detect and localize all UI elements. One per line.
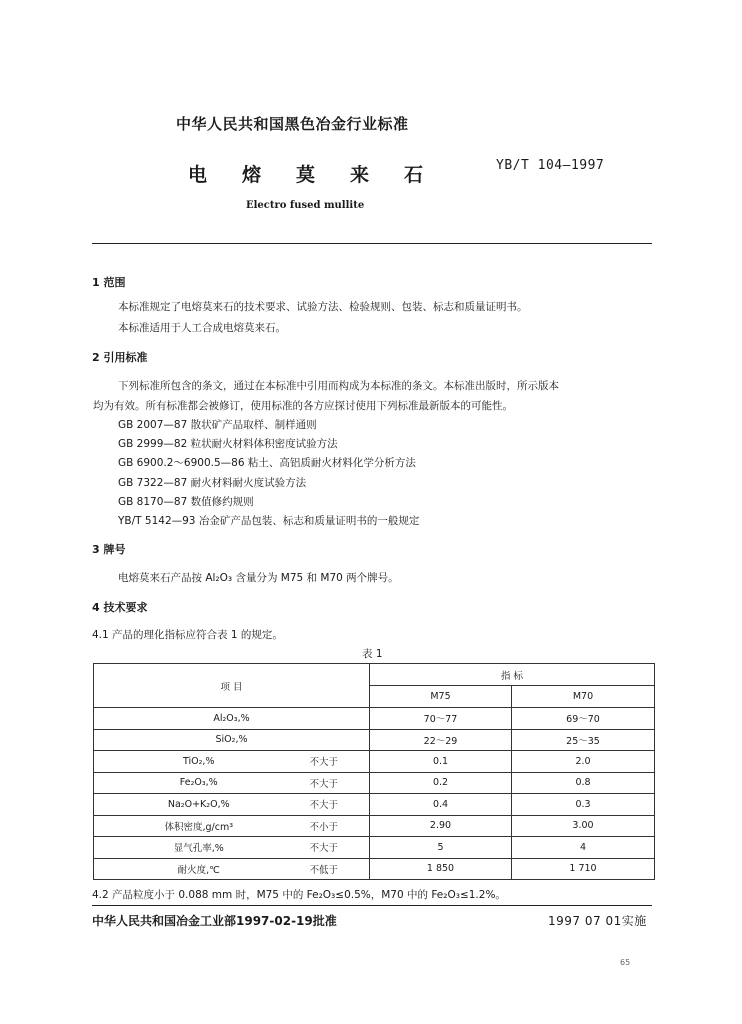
section-2-paragraph-1: 下列标准所包含的条文，通过在本标准中引用而构成为本标准的条文。本标准出版时，所示版本 — [118, 380, 559, 392]
table-row — [94, 708, 655, 730]
row-item: Fe₂O₃,% — [94, 772, 304, 794]
row-item: 体积密度,g/cm³ — [94, 815, 304, 837]
row-item: SiO₂,% — [94, 729, 370, 751]
table-header-row — [94, 664, 655, 686]
table-row — [94, 794, 655, 816]
table-row — [94, 729, 655, 751]
section-1-paragraph-1: 本标准规定了电熔莫来石的技术要求、试验方法、检验规则、包装、标志和质量证明书。 — [118, 301, 528, 313]
row-value-m70: 0.3 — [512, 794, 655, 816]
effective-date: 1997 07 01实施 — [548, 914, 647, 928]
row-condition: 不小于 — [304, 815, 370, 837]
section-1-paragraph-2: 本标准适用于人工合成电熔莫来石。 — [118, 322, 286, 334]
footer-rule — [92, 905, 652, 906]
table-row — [94, 772, 655, 794]
table-row — [94, 751, 655, 773]
row-item: 显气孔率,% — [94, 837, 304, 859]
row-value-m75: 0.2 — [370, 772, 512, 794]
row-value-m70: 0.8 — [512, 772, 655, 794]
reference-item: GB 7322—87 耐火材料耐火度试验方法 — [118, 477, 307, 489]
header-index: 指 标 — [370, 664, 655, 686]
reference-item: GB 2007—87 散状矿产品取样、制样通则 — [118, 419, 317, 431]
properties-table — [93, 663, 655, 880]
row-condition: 不大于 — [304, 794, 370, 816]
row-condition: 不大于 — [304, 772, 370, 794]
row-value-m70: 4 — [512, 837, 655, 859]
document-title: 电熔莫来石 — [188, 164, 459, 186]
section-3-heading: 3 牌号 — [92, 543, 126, 556]
header-grade-m75: M75 — [370, 686, 512, 708]
row-value-m75: 1 850 — [370, 858, 512, 880]
header-item: 项 目 — [94, 664, 370, 708]
row-value-m70: 2.0 — [512, 751, 655, 773]
table-row — [94, 837, 655, 859]
reference-item: GB 2999—82 粒状耐火材料体积密度试验方法 — [118, 438, 338, 450]
row-value-m75: 2.90 — [370, 815, 512, 837]
row-value-m75: 70～77 — [370, 708, 512, 730]
row-item: 耐火度,℃ — [94, 858, 304, 880]
reference-item: GB 8170—87 数值修约规则 — [118, 496, 254, 508]
section-2-heading: 2 引用标准 — [92, 351, 148, 364]
row-value-m75: 0.4 — [370, 794, 512, 816]
section-3-paragraph: 电熔莫来石产品按 Al₂O₃ 含量分为 M75 和 M70 两个牌号。 — [118, 572, 399, 584]
row-value-m75: 5 — [370, 837, 512, 859]
row-value-m75: 0.1 — [370, 751, 512, 773]
row-condition: 不低于 — [304, 858, 370, 880]
row-value-m70: 25～35 — [512, 729, 655, 751]
table-row — [94, 858, 655, 880]
row-value-m75: 22～29 — [370, 729, 512, 751]
row-value-m70: 69～70 — [512, 708, 655, 730]
clause-4-1: 4.1 产品的理化指标应符合表 1 的规定。 — [92, 629, 283, 641]
reference-item: GB 6900.2～6900.5—86 粘土、高铝质耐火材料化学分析方法 — [118, 457, 416, 469]
section-2-paragraph-2: 均为有效。所有标准都会被修订，使用标准的各方应探讨使用下列标准最新版本的可能性。 — [93, 400, 513, 412]
row-condition: 不大于 — [304, 751, 370, 773]
row-item: Na₂O+K₂O,% — [94, 794, 304, 816]
row-item: Al₂O₃,% — [94, 708, 370, 730]
row-condition: 不大于 — [304, 837, 370, 859]
clause-4-2: 4.2 产品粒度小于 0.088 mm 时，M75 中的 Fe₂O₃≤0.5%，M70 中的 Fe₂O₃≤1.2%。 — [92, 889, 506, 901]
approval-line: 中华人民共和国冶金工业部1997-02-19批准 — [92, 914, 337, 928]
standard-code: YB/T 104—1997 — [496, 158, 605, 173]
page-number: 65 — [620, 958, 631, 967]
table-caption: 表 1 — [362, 648, 383, 660]
document-title-english: Electro fused mullite — [246, 200, 365, 211]
section-4-heading: 4 技术要求 — [92, 601, 148, 614]
section-1-heading: 1 范围 — [92, 276, 126, 289]
header-rule — [92, 243, 652, 244]
row-value-m70: 3.00 — [512, 815, 655, 837]
reference-item: YB/T 5142—93 冶金矿产品包装、标志和质量证明书的一般规定 — [118, 515, 420, 527]
issuing-organization: 中华人民共和国黑色冶金行业标准 — [176, 115, 409, 133]
row-item: TiO₂,% — [94, 751, 304, 773]
row-value-m70: 1 710 — [512, 858, 655, 880]
header-grade-m70: M70 — [512, 686, 655, 708]
table-row — [94, 815, 655, 837]
